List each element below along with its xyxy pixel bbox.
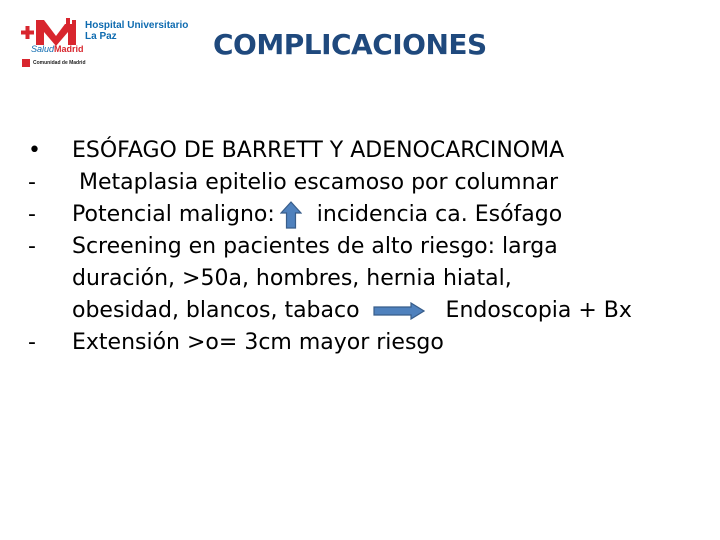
dash-marker: - bbox=[28, 234, 36, 259]
dash-marker: - bbox=[28, 170, 36, 195]
list-item bbox=[28, 199, 708, 231]
list-item-text-part2: incidencia ca. Esófago bbox=[316, 202, 563, 227]
madrid-label: Madrid bbox=[54, 44, 84, 54]
list-item-text bbox=[72, 199, 708, 231]
list-item bbox=[28, 135, 708, 167]
community-label: Comunidad de Madrid bbox=[33, 60, 86, 66]
list-item-text-line3 bbox=[72, 295, 708, 327]
list-item-text-line2: duración, >50a, hombres, hernia hiatal, bbox=[72, 266, 512, 291]
list-item-text: Extensión >o= 3cm mayor riesgo bbox=[72, 330, 444, 355]
list-item-text-part2: Endoscopia + Bx bbox=[445, 298, 632, 323]
salud-label: Salud bbox=[31, 44, 55, 54]
list-item-text bbox=[72, 167, 708, 199]
list-item-text-part1: obesidad, blancos, tabaco bbox=[72, 298, 360, 323]
hospital-logo bbox=[20, 18, 190, 70]
list-item bbox=[28, 167, 708, 199]
list-item-text-content: Metaplasia epitelio escamoso por columnar bbox=[79, 170, 559, 195]
list-item bbox=[28, 231, 708, 327]
hospital-name-line1: Hospital Universitario bbox=[85, 20, 189, 31]
hospital-name bbox=[85, 20, 195, 42]
dash-marker: - bbox=[28, 202, 36, 227]
dash-marker: - bbox=[28, 330, 36, 355]
list-item bbox=[28, 327, 708, 359]
up-arrow-icon bbox=[280, 201, 302, 229]
list-item-text: ESÓFAGO DE BARRETT Y ADENOCARCINOMA bbox=[72, 138, 565, 163]
bullet-marker: • bbox=[28, 138, 41, 163]
right-arrow-icon bbox=[373, 302, 425, 320]
hospital-name-line2: La Paz bbox=[85, 31, 117, 42]
slide-title: COMPLICACIONES bbox=[213, 28, 487, 61]
list-item-text-part1: Potencial maligno: bbox=[72, 202, 275, 227]
bullet-list bbox=[28, 135, 708, 359]
logo-m-icon bbox=[34, 18, 78, 46]
salud-madrid-label bbox=[31, 44, 84, 54]
logo-cross-icon bbox=[21, 26, 34, 39]
list-item-text-line1: Screening en pacientes de alto riesgo: larga bbox=[72, 234, 558, 259]
community-flag-icon bbox=[22, 59, 30, 67]
